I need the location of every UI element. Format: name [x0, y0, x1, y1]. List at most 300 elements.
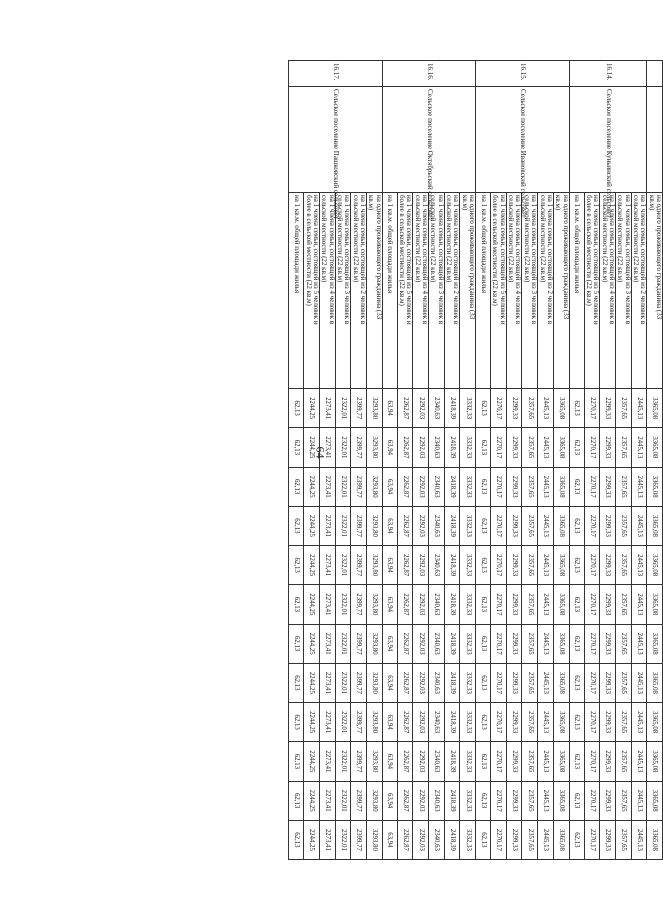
- tariff-value-cell: 2445,13: [538, 624, 554, 663]
- category-description-cell: [289, 193, 304, 389]
- row-number-cell: 16.14.: [569, 61, 647, 87]
- category-description-line: на 1 члена семьи, состоящей из 2 человек в: [545, 195, 554, 325]
- category-description-line: на 1 члена семьи, состоящей из 2 человек в: [639, 195, 648, 325]
- tariff-value-cell: 62,13: [476, 820, 491, 859]
- row-number-cell: [647, 61, 663, 87]
- tariff-value-cell: 2270,17: [491, 624, 507, 663]
- tariff-value-cell: 62,13: [476, 467, 491, 506]
- tariff-value-cell: 2273,41: [319, 428, 335, 467]
- tariff-value-cell: 2445,13: [631, 781, 647, 820]
- tariff-value-cell: 2357,65: [522, 624, 538, 663]
- tariff-value-cell: 2322,01: [335, 703, 351, 742]
- tariff-value-cell: 2357,65: [522, 467, 538, 506]
- tariff-value-cell: 2418,39: [444, 663, 460, 702]
- category-description-line: сельской местности (22 кв.м): [351, 195, 360, 283]
- category-description-cell: [584, 193, 600, 389]
- tariff-value-cell: 62,13: [569, 546, 584, 585]
- category-description-line: на одного проживающего гражданина (33: [655, 195, 663, 320]
- category-description-cell: [413, 193, 429, 389]
- tariff-value-cell: 2299,33: [506, 742, 522, 781]
- tariff-value-cell: 62,13: [289, 624, 304, 663]
- page-number: 64: [313, 446, 328, 459]
- tariff-value-cell: 2292,03: [413, 389, 429, 428]
- tariff-value-cell: 2418,39: [444, 389, 460, 428]
- tariff-value-cell: 2299,33: [506, 389, 522, 428]
- tariff-value-cell: 2292,03: [413, 820, 429, 859]
- tariff-value-cell: 2357,65: [615, 506, 631, 545]
- tariff-value-cell: 2262,87: [397, 546, 413, 585]
- tariff-value-cell: 2445,13: [538, 703, 554, 742]
- tariff-value-cell: 2270,17: [491, 585, 507, 624]
- tariff-value-cell: 62,13: [569, 585, 584, 624]
- tariff-value-cell: 2292,03: [413, 506, 429, 545]
- tariff-value-cell: 2292,03: [413, 428, 429, 467]
- tariff-value-cell: 2299,33: [506, 546, 522, 585]
- tariff-value-cell: 62,13: [569, 506, 584, 545]
- tariff-value-cell: 2262,87: [397, 506, 413, 545]
- tariff-value-cell: 2273,41: [319, 781, 335, 820]
- tariff-value-cell: 62,13: [569, 467, 584, 506]
- category-description-cell: [569, 193, 584, 389]
- tariff-value-cell: 3293,80: [367, 663, 383, 702]
- tariff-value-cell: 2244,25: [304, 624, 320, 663]
- tariff-value-cell: 2357,65: [615, 428, 631, 467]
- tariff-value-cell: 2399,77: [351, 467, 367, 506]
- tariff-value-cell: 2273,41: [319, 703, 335, 742]
- tariff-value-cell: 2299,33: [506, 585, 522, 624]
- tariff-value-cell: 2299,33: [600, 663, 616, 702]
- tariff-value-cell: 2299,33: [506, 663, 522, 702]
- tariff-value-cell: 63,94: [382, 663, 397, 702]
- category-description-line: более в сельской местности (22 кв.м): [491, 195, 500, 306]
- settlement-name-cell: Сельское поселение Октябрьский сельсовет: [382, 87, 475, 193]
- category-description-line: сельской местности (22 кв.м): [320, 195, 329, 283]
- tariff-value-cell: 2270,17: [584, 820, 600, 859]
- tariff-value-cell: 2357,65: [522, 546, 538, 585]
- tariff-value-cell: 2270,17: [491, 428, 507, 467]
- tariff-value-cell: 2340,63: [429, 781, 445, 820]
- tariff-value-cell: 2357,65: [615, 624, 631, 663]
- category-description-cell: [382, 193, 397, 389]
- tariff-value-cell: 3293,80: [367, 389, 383, 428]
- tariff-value-cell: 3332,33: [460, 546, 476, 585]
- tariff-value-cell: 2262,87: [397, 624, 413, 663]
- tariff-value-cell: 3365,08: [553, 703, 569, 742]
- tariff-value-cell: 3293,80: [367, 585, 383, 624]
- tariff-value-cell: 2262,87: [397, 781, 413, 820]
- tariff-value-cell: 2273,41: [319, 663, 335, 702]
- tariff-value-cell: 2244,25: [304, 820, 320, 859]
- category-description-line: на 1 члена семьи, состоящей из 3 человек в: [530, 195, 539, 325]
- tariff-value-cell: 2270,17: [584, 663, 600, 702]
- tariff-value-cell: 3293,80: [367, 428, 383, 467]
- category-description-line: на 1 члена семьи, состоящей из 4 человек в: [514, 195, 523, 325]
- tariff-value-cell: 3332,33: [460, 781, 476, 820]
- tariff-value-cell: 62,13: [476, 428, 491, 467]
- tariff-value-cell: 2357,65: [522, 428, 538, 467]
- tariff-value-cell: 62,13: [476, 624, 491, 663]
- tariff-value-cell: 2399,77: [351, 781, 367, 820]
- tariff-value-cell: 2418,39: [444, 781, 460, 820]
- tariff-value-cell: 63,94: [382, 820, 397, 859]
- tariff-value-cell: 3365,08: [647, 663, 663, 702]
- tariff-value-cell: 2445,13: [631, 820, 647, 859]
- tariff-value-cell: 3365,08: [553, 546, 569, 585]
- tariff-value-cell: 2273,41: [319, 585, 335, 624]
- tariff-value-cell: 3365,08: [553, 742, 569, 781]
- settlement-name-cell: Сельское поселение Ивановский сельсовет: [476, 87, 569, 193]
- tariff-value-cell: 2445,13: [538, 506, 554, 545]
- category-description-line: сельской местности (22 кв.м): [631, 195, 640, 283]
- tariff-value-cell: 62,13: [289, 820, 304, 859]
- tariff-table: [288, 60, 663, 860]
- tariff-value-cell: 62,13: [476, 389, 491, 428]
- table-row: [647, 61, 663, 860]
- tariff-value-cell: 2299,33: [506, 820, 522, 859]
- tariff-value-cell: 2322,01: [335, 506, 351, 545]
- tariff-value-cell: 2340,63: [429, 663, 445, 702]
- tariff-value-cell: 2292,03: [413, 742, 429, 781]
- tariff-value-cell: 2262,87: [397, 703, 413, 742]
- tariff-value-cell: 3365,08: [647, 820, 663, 859]
- tariff-value-cell: 2445,13: [538, 820, 554, 859]
- tariff-value-cell: 3365,08: [647, 624, 663, 663]
- tariff-value-cell: 2244,25: [304, 428, 320, 467]
- tariff-value-cell: 63,94: [382, 546, 397, 585]
- tariff-value-cell: 2340,63: [429, 467, 445, 506]
- tariff-value-cell: 2357,65: [522, 820, 538, 859]
- tariff-value-cell: 3332,33: [460, 467, 476, 506]
- tariff-value-cell: 3365,08: [647, 742, 663, 781]
- category-description-line: сельской местности (22 кв.м): [522, 195, 531, 283]
- tariff-value-cell: 2445,13: [631, 703, 647, 742]
- tariff-value-cell: 2399,77: [351, 428, 367, 467]
- tariff-value-cell: 62,13: [569, 820, 584, 859]
- tariff-value-cell: 2418,39: [444, 703, 460, 742]
- tariff-value-cell: 2445,13: [538, 389, 554, 428]
- category-description-line: на 1 члена семьи, состоящей из 5 человек и: [311, 195, 320, 325]
- tariff-value-cell: 63,94: [382, 624, 397, 663]
- tariff-value-cell: 2299,33: [600, 467, 616, 506]
- table-row: [631, 61, 647, 860]
- tariff-value-cell: 3365,08: [553, 389, 569, 428]
- tariff-value-cell: 2292,03: [413, 663, 429, 702]
- tariff-value-cell: 62,13: [289, 506, 304, 545]
- tariff-value-cell: 63,94: [382, 703, 397, 742]
- tariff-value-cell: 3365,08: [553, 624, 569, 663]
- tariff-value-cell: 2445,13: [631, 742, 647, 781]
- tariff-value-cell: 2270,17: [584, 467, 600, 506]
- tariff-value-cell: 2357,65: [615, 389, 631, 428]
- tariff-value-cell: 2445,13: [538, 585, 554, 624]
- tariff-value-cell: 3293,80: [367, 624, 383, 663]
- table-row: [460, 61, 476, 860]
- category-description-cell: [444, 193, 460, 389]
- category-description-line: кв.м): [647, 195, 656, 211]
- tariff-value-cell: 2399,77: [351, 820, 367, 859]
- tariff-value-cell: 2357,65: [522, 703, 538, 742]
- category-description-line: на 1 члена семьи, состоящей из 4 человек в: [607, 195, 616, 325]
- category-description-cell: [538, 193, 554, 389]
- tariff-value-cell: 2322,01: [335, 781, 351, 820]
- category-description-line: на одного проживающего гражданина (33: [561, 195, 570, 320]
- tariff-value-cell: 3332,33: [460, 624, 476, 663]
- category-description-cell: [631, 193, 647, 389]
- table-row: [367, 61, 383, 860]
- tariff-value-cell: 3293,80: [367, 820, 383, 859]
- tariff-value-cell: 2340,63: [429, 820, 445, 859]
- tariff-value-cell: 2357,65: [522, 585, 538, 624]
- tariff-value-cell: 2340,63: [429, 742, 445, 781]
- tariff-value-cell: 2244,25: [304, 663, 320, 702]
- tariff-value-cell: 3365,08: [647, 585, 663, 624]
- tariff-value-cell: 2270,17: [491, 389, 507, 428]
- tariff-value-cell: 2270,17: [584, 703, 600, 742]
- category-description-line: сельской местности (22 кв.м): [507, 195, 516, 283]
- tariff-value-cell: 2273,41: [319, 506, 335, 545]
- tariff-value-cell: 3365,08: [647, 428, 663, 467]
- tariff-value-cell: 2418,39: [444, 585, 460, 624]
- tariff-value-cell: 2273,41: [319, 546, 335, 585]
- tariff-value-cell: 2273,41: [319, 820, 335, 859]
- tariff-value-cell: 3365,08: [647, 467, 663, 506]
- tariff-value-cell: 2270,17: [584, 506, 600, 545]
- tariff-value-cell: 3365,08: [647, 546, 663, 585]
- tariff-value-cell: 2340,63: [429, 546, 445, 585]
- category-description-line: на 1 члена семьи, состоящей из 5 человек и: [498, 195, 507, 325]
- tariff-value-cell: 2445,13: [631, 546, 647, 585]
- tariff-value-cell: 2299,33: [600, 546, 616, 585]
- tariff-value-cell: 2270,17: [491, 742, 507, 781]
- tariff-value-cell: 62,13: [569, 703, 584, 742]
- tariff-value-cell: 62,13: [476, 781, 491, 820]
- category-description-cell: [600, 193, 616, 389]
- tariff-value-cell: 2418,39: [444, 506, 460, 545]
- row-number-cell: 16.16.: [382, 61, 475, 87]
- tariff-value-cell: 3365,08: [553, 781, 569, 820]
- tariff-value-cell: 2299,33: [506, 703, 522, 742]
- category-description-line: сельской местности (22 кв.м): [429, 195, 438, 283]
- tariff-value-cell: 2445,13: [631, 389, 647, 428]
- tariff-value-cell: 3365,08: [647, 781, 663, 820]
- tariff-value-cell: 3365,08: [553, 467, 569, 506]
- tariff-value-cell: 2299,33: [506, 467, 522, 506]
- category-description-line: сельской местности (22 кв.м): [538, 195, 547, 283]
- tariff-value-cell: 2445,13: [631, 467, 647, 506]
- tariff-value-cell: 2445,13: [538, 467, 554, 506]
- category-description-line: на 1 члена семьи, состоящей из 2 человек в: [359, 195, 367, 325]
- tariff-value-cell: 2299,33: [600, 703, 616, 742]
- tariff-value-cell: 3365,08: [647, 389, 663, 428]
- tariff-value-cell: 62,13: [476, 663, 491, 702]
- tariff-value-cell: 62,13: [476, 742, 491, 781]
- category-description-line: кв.м): [460, 195, 469, 211]
- tariff-value-cell: 2262,87: [397, 742, 413, 781]
- tariff-value-cell: 2299,33: [600, 742, 616, 781]
- tariff-value-cell: 63,94: [382, 389, 397, 428]
- category-description-line: более в сельской местности (22 кв.м): [584, 195, 593, 306]
- tariff-value-cell: 2357,65: [615, 546, 631, 585]
- category-description-line: на 1 члена семьи, состоящей из 3 человек в: [343, 195, 352, 325]
- category-description-line: более в сельской местности (22 кв.м): [398, 195, 407, 306]
- tariff-value-cell: 2357,65: [615, 781, 631, 820]
- category-description-cell: [476, 193, 491, 389]
- tariff-value-cell: 2445,13: [631, 428, 647, 467]
- category-description-line: сельской местности (22 кв.м): [600, 195, 609, 283]
- tariff-value-cell: 2244,25: [304, 389, 320, 428]
- tariff-value-cell: 2299,33: [506, 781, 522, 820]
- category-description-cell: [491, 193, 507, 389]
- category-description-line: сельской местности (22 кв.м): [616, 195, 625, 283]
- tariff-value-cell: 3332,33: [460, 703, 476, 742]
- tariff-value-cell: 2322,01: [335, 389, 351, 428]
- tariff-value-cell: 63,94: [382, 428, 397, 467]
- tariff-value-cell: 2244,25: [304, 467, 320, 506]
- tariff-value-cell: 2270,17: [491, 506, 507, 545]
- category-description-line: на 1 члена семьи, состоящей из 5 человек и: [405, 195, 414, 325]
- tariff-value-cell: 3293,80: [367, 703, 383, 742]
- tariff-value-cell: 2445,13: [538, 742, 554, 781]
- tariff-value-cell: 62,13: [569, 781, 584, 820]
- tariff-value-cell: 2418,39: [444, 428, 460, 467]
- tariff-value-cell: 3365,08: [647, 703, 663, 742]
- tariff-value-cell: 2273,41: [319, 742, 335, 781]
- tariff-value-cell: 2262,87: [397, 389, 413, 428]
- tariff-value-cell: 2357,65: [615, 703, 631, 742]
- category-description-line: более в сельской местности (22 кв.м): [304, 195, 313, 306]
- tariff-value-cell: 62,13: [476, 703, 491, 742]
- category-description-cell: [429, 193, 445, 389]
- tariff-value-cell: 3365,08: [553, 663, 569, 702]
- tariff-value-cell: 2445,13: [538, 781, 554, 820]
- tariff-value-cell: 2357,65: [615, 820, 631, 859]
- tariff-value-cell: 2418,39: [444, 742, 460, 781]
- tariff-value-cell: 62,13: [289, 389, 304, 428]
- tariff-value-cell: 2399,77: [351, 506, 367, 545]
- category-description-line: на 1 кв.м. общей площади жилья: [573, 195, 582, 294]
- category-description-line: на 1 кв.м. общей площади жилья: [386, 195, 395, 294]
- tariff-value-cell: 3332,33: [460, 663, 476, 702]
- tariff-value-cell: 62,13: [569, 428, 584, 467]
- tariff-value-cell: 62,13: [289, 742, 304, 781]
- tariff-value-cell: 2399,77: [351, 742, 367, 781]
- tariff-value-cell: 2357,65: [615, 663, 631, 702]
- tariff-value-cell: 62,13: [569, 663, 584, 702]
- tariff-value-cell: 2244,25: [304, 585, 320, 624]
- tariff-value-cell: 2262,87: [397, 663, 413, 702]
- category-description-cell: [367, 193, 383, 389]
- tariff-value-cell: 2418,39: [444, 624, 460, 663]
- tariff-value-cell: 2357,65: [615, 467, 631, 506]
- tariff-value-cell: 3332,33: [460, 506, 476, 545]
- tariff-value-cell: 2270,17: [584, 428, 600, 467]
- tariff-value-cell: 2340,63: [429, 506, 445, 545]
- tariff-value-cell: 3332,33: [460, 585, 476, 624]
- tariff-value-cell: 62,13: [289, 703, 304, 742]
- tariff-value-cell: 2270,17: [584, 781, 600, 820]
- tariff-value-cell: 3293,80: [367, 546, 383, 585]
- tariff-value-cell: 2445,13: [631, 506, 647, 545]
- tariff-value-cell: 3332,33: [460, 428, 476, 467]
- tariff-value-cell: 2445,13: [631, 624, 647, 663]
- category-description-cell: [506, 193, 522, 389]
- tariff-table-body: [289, 61, 663, 860]
- tariff-value-cell: 2418,39: [444, 820, 460, 859]
- tariff-value-cell: 2322,01: [335, 820, 351, 859]
- tariff-value-cell: 62,13: [569, 624, 584, 663]
- category-description-cell: [335, 193, 351, 389]
- tariff-value-cell: 2270,17: [584, 546, 600, 585]
- tariff-value-cell: 2299,33: [600, 624, 616, 663]
- tariff-value-cell: 2244,25: [304, 506, 320, 545]
- tariff-value-cell: 3365,08: [553, 820, 569, 859]
- tariff-value-cell: 2292,03: [413, 585, 429, 624]
- tariff-value-cell: 2322,01: [335, 428, 351, 467]
- tariff-value-cell: 2399,77: [351, 546, 367, 585]
- category-description-line: на 1 члена семьи, состоящей из 5 человек и: [592, 195, 601, 325]
- category-description-line: на 1 кв.м. общей площади жилья: [292, 195, 301, 294]
- settlement-name-cell: Сельское поселение Куньинский сельсовет: [569, 87, 647, 193]
- tariff-value-cell: 2445,13: [631, 585, 647, 624]
- tariff-value-cell: 2299,33: [600, 389, 616, 428]
- category-description-line: сельской местности (22 кв.м): [445, 195, 454, 283]
- category-description-line: на 1 члена семьи, состоящей из 2 человек в: [452, 195, 461, 325]
- category-description-cell: [647, 193, 663, 389]
- tariff-value-cell: 2340,63: [429, 389, 445, 428]
- tariff-value-cell: 2340,63: [429, 624, 445, 663]
- table-row: [553, 61, 569, 860]
- tariff-value-cell: 2270,17: [491, 546, 507, 585]
- tariff-value-cell: 2270,17: [584, 389, 600, 428]
- tariff-value-cell: 2357,65: [615, 585, 631, 624]
- category-description-cell: [397, 193, 413, 389]
- tariff-value-cell: 3293,80: [367, 781, 383, 820]
- tariff-value-cell: 3365,08: [553, 506, 569, 545]
- tariff-value-cell: 2399,77: [351, 663, 367, 702]
- tariff-value-cell: 2270,17: [584, 624, 600, 663]
- tariff-value-cell: 2273,41: [319, 467, 335, 506]
- settlement-name-cell: Сельское поселение Пашковский сельсовет: [289, 87, 382, 193]
- tariff-value-cell: 3332,33: [460, 389, 476, 428]
- tariff-value-cell: 62,13: [476, 546, 491, 585]
- tariff-value-cell: 2292,03: [413, 703, 429, 742]
- category-description-line: сельской местности (22 кв.м): [335, 195, 344, 283]
- tariff-value-cell: 2357,65: [522, 506, 538, 545]
- tariff-value-cell: 2418,39: [444, 467, 460, 506]
- tariff-value-cell: 2399,77: [351, 389, 367, 428]
- tariff-value-cell: 2270,17: [584, 742, 600, 781]
- tariff-value-cell: 2399,77: [351, 703, 367, 742]
- tariff-value-cell: 2262,87: [397, 428, 413, 467]
- tariff-value-cell: 62,13: [289, 781, 304, 820]
- tariff-value-cell: 2322,01: [335, 585, 351, 624]
- tariff-value-cell: 2340,63: [429, 585, 445, 624]
- tariff-value-cell: 2270,17: [491, 820, 507, 859]
- tariff-value-cell: 2292,03: [413, 467, 429, 506]
- tariff-value-cell: 62,13: [569, 742, 584, 781]
- tariff-value-cell: 3293,80: [367, 742, 383, 781]
- row-number-cell: 16.17.: [289, 61, 382, 87]
- tariff-value-cell: 2322,01: [335, 624, 351, 663]
- category-description-line: на 1 члена семьи, состоящей из 4 человек в: [327, 195, 336, 325]
- tariff-value-cell: 2322,01: [335, 467, 351, 506]
- tariff-value-cell: 2270,17: [491, 703, 507, 742]
- tariff-value-cell: 63,94: [382, 742, 397, 781]
- tariff-value-cell: 3365,08: [553, 428, 569, 467]
- tariff-value-cell: 62,13: [289, 546, 304, 585]
- tariff-value-cell: 2299,33: [600, 585, 616, 624]
- tariff-value-cell: 2322,01: [335, 546, 351, 585]
